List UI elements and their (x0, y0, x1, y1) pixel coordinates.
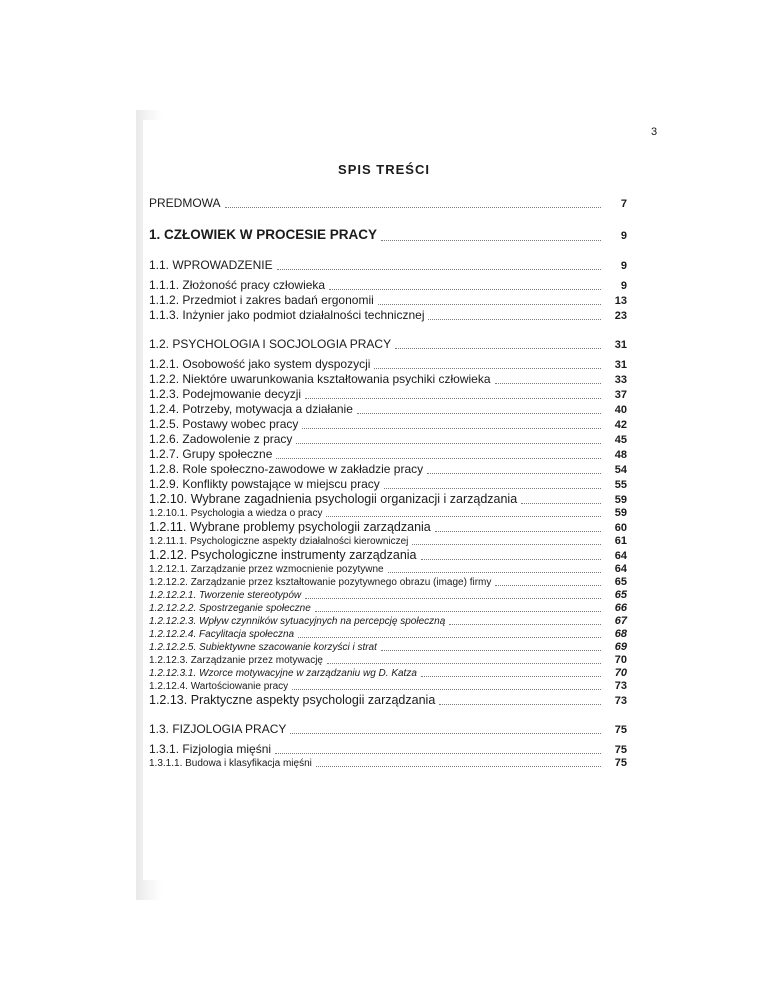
dot-leader (381, 649, 601, 651)
page-number: 3 (651, 126, 658, 138)
toc-entry-1-2-10[interactable] (149, 492, 627, 507)
toc-entry-page: 59 (614, 507, 627, 519)
dot-leader (378, 303, 601, 305)
dot-leader (296, 442, 601, 444)
dot-leader (329, 288, 601, 290)
toc-entry-1-2-11-1[interactable] (149, 535, 627, 548)
toc-entry-1-1-3[interactable] (149, 308, 627, 323)
dot-leader (298, 636, 601, 638)
dot-leader (449, 623, 601, 625)
dot-leader (427, 472, 601, 474)
toc-entry-label: 1.1.3. Inżynier jako podmiot działalności technicznej (149, 308, 425, 322)
dot-leader (315, 610, 601, 612)
toc-entry-label: 1.2.3. Podejmowanie decyzji (149, 387, 302, 401)
toc-entry-1-2-12-3-1[interactable] (149, 667, 627, 680)
toc-entry-1-2-12-2-2[interactable] (149, 602, 627, 615)
dot-leader (521, 502, 601, 504)
toc-entry-label: PREDMOWA (149, 196, 221, 210)
toc-entry-1-2-6[interactable] (149, 432, 627, 447)
toc-entry-page: 31 (614, 339, 627, 351)
toc-entry-preface[interactable] (149, 196, 627, 211)
toc-entry-1-2-2[interactable] (149, 372, 627, 387)
dot-leader (292, 688, 601, 690)
toc-entry-page: 64 (614, 563, 627, 575)
toc-entry-1-2-12-1[interactable] (149, 563, 627, 576)
toc-entry-page: 9 (620, 280, 627, 292)
toc-entry-label: 1.2.6. Zadowolenie z pracy (149, 432, 293, 446)
toc-entry-1-3-1[interactable] (149, 742, 627, 757)
toc-entry-label: 1.3.1.1. Budowa i klasyfikacja mięśni (149, 758, 312, 769)
toc-entry-label: 1.2.10.1. Psychologia a wiedza o pracy (149, 508, 323, 519)
toc-entry-page: 70 (614, 667, 627, 679)
toc-entry-label: 1.2.4. Potrzeby, motywacja a działanie (149, 402, 353, 416)
table-of-contents (149, 186, 627, 770)
toc-entry-label: 1.2.12.4. Wartościowanie pracy (149, 681, 289, 692)
toc-entry-page: 33 (614, 374, 627, 386)
toc-entry-page: 31 (614, 359, 627, 371)
toc-entry-1-2[interactable] (149, 337, 627, 352)
toc-entry-label: 1.2.2. Niektóre uwarunkowania kształtowania psychiki człowieka (149, 372, 491, 386)
toc-entry-label: 1.2.10. Wybrane zagadnienia psychologii organizacji i zarządzania (149, 492, 518, 506)
toc-entry-page: 48 (614, 449, 627, 461)
dot-leader (276, 457, 601, 459)
toc-entry-page: 75 (614, 757, 627, 769)
toc-entry-1-2-10-1[interactable] (149, 507, 627, 520)
toc-entry-page: 64 (614, 550, 627, 562)
toc-entry-page: 59 (614, 494, 627, 506)
toc-entry-label: 1.1.1. Złożoność pracy człowieka (149, 278, 326, 292)
toc-title: SPIS TREŚCI (338, 162, 430, 177)
toc-entry-page: 61 (614, 535, 627, 547)
toc-entry-label: 1.2.8. Role społeczno-zawodowe w zakładzie pracy (149, 462, 424, 476)
dot-leader (388, 571, 601, 573)
dot-leader (316, 765, 601, 767)
toc-entry-label: 1.2.12.2.1. Tworzenie stereotypów (149, 590, 302, 601)
toc-entry-page: 45 (614, 434, 627, 446)
toc-entry-1-2-12-4[interactable] (149, 680, 627, 693)
dot-leader (305, 397, 601, 399)
toc-entry-label: 1.2. PSYCHOLOGIA I SOCJOLOGIA PRACY (149, 337, 392, 351)
toc-entry-label: 1.2.11. Wybrane problemy psychologii zarządzania (149, 520, 431, 534)
toc-entry-1-2-3[interactable] (149, 387, 627, 402)
toc-entry-page: 55 (614, 479, 627, 491)
toc-entry-page: 67 (614, 615, 627, 627)
toc-entry-1-2-12-2-3[interactable] (149, 615, 627, 628)
toc-entry-label: 1.2.12.2.5. Subiektywne szacowanie korzyści i strat (149, 642, 377, 653)
dot-leader (439, 703, 601, 705)
toc-entry-label: 1.2.9. Konflikty powstające w miejscu pracy (149, 477, 380, 491)
dot-leader (395, 347, 601, 349)
toc-entry-page: 23 (614, 310, 627, 322)
toc-entry-label: 1.2.12.3.1. Wzorce motywacyjne w zarządzaniu wg D. Katza (149, 668, 417, 679)
toc-entry-page: 54 (614, 464, 627, 476)
toc-entry-page: 9 (620, 260, 627, 272)
toc-entry-1-2-1[interactable] (149, 357, 627, 372)
dot-leader (421, 675, 601, 677)
dot-leader (302, 427, 601, 429)
toc-entry-1-2-12-3[interactable] (149, 654, 627, 667)
toc-entry-1-2-12-2-5[interactable] (149, 641, 627, 654)
dot-leader (275, 752, 601, 754)
toc-entry-label: 1.2.12. Psychologiczne instrumenty zarządzania (149, 548, 417, 562)
dot-leader (495, 382, 602, 384)
toc-entry-1-1[interactable] (149, 258, 627, 273)
dot-leader (428, 318, 601, 320)
toc-entry-1-2-12-2-4[interactable] (149, 628, 627, 641)
toc-entry-label: 1.2.12.2.3. Wpływ czynników sytuacyjnych na percepcję społeczną (149, 616, 446, 627)
toc-entry-page: 40 (614, 404, 627, 416)
toc-entry-label: 1.2.1. Osobowość jako system dyspozycji (149, 357, 371, 371)
toc-entry-1-1-1[interactable] (149, 278, 627, 293)
toc-entry-page: 66 (614, 602, 627, 614)
toc-entry-1-2-7[interactable] (149, 447, 627, 462)
dot-leader (326, 515, 601, 517)
toc-entry-page: 42 (614, 419, 627, 431)
toc-entry-label: 1.1. WPROWADZENIE (149, 258, 273, 272)
toc-entry-label: 1.2.12.2. Zarządzanie przez kształtowanie pozytywnego obrazu (image) firmy (149, 577, 492, 588)
toc-entry-label: 1. CZŁOWIEK W PROCESIE PRACY (149, 227, 378, 242)
toc-entry-page: 60 (614, 522, 627, 534)
dot-leader (290, 732, 601, 734)
toc-entry-label: 1.3.1. Fizjologia mięśni (149, 742, 272, 756)
toc-entry-page: 75 (614, 724, 627, 736)
toc-entry-1-3[interactable] (149, 722, 627, 737)
toc-entry-1-1-2[interactable] (149, 293, 627, 308)
toc-entry-label: 1.2.7. Grupy społeczne (149, 447, 273, 461)
toc-entry-1-2-12[interactable] (149, 548, 627, 563)
dot-leader (495, 584, 601, 586)
toc-entry-1-2-5[interactable] (149, 417, 627, 432)
toc-entry-label: 1.1.2. Przedmiot i zakres badań ergonomii (149, 293, 374, 307)
toc-entry-page: 70 (614, 654, 627, 666)
toc-entry-page: 73 (614, 695, 627, 707)
toc-entry-page: 69 (614, 641, 627, 653)
dot-leader (225, 206, 601, 208)
toc-entry-label: 1.2.12.1. Zarządzanie przez wzmocnienie pozytywne (149, 564, 384, 575)
toc-entry-1-2-4[interactable] (149, 402, 627, 417)
toc-entry-page: 73 (614, 680, 627, 692)
toc-entry-label: 1.2.11.1. Psychologiczne aspekty działalności kierowniczej (149, 536, 409, 547)
toc-entry-page: 7 (620, 198, 627, 210)
dot-leader (374, 367, 601, 369)
toc-entry-label: 1.2.12.3. Zarządzanie przez motywację (149, 655, 323, 666)
toc-entry-label: 1.2.12.2.2. Spostrzeganie społeczne (149, 603, 311, 614)
toc-entry-1-2-9[interactable] (149, 477, 627, 492)
toc-entry-page: 13 (614, 295, 627, 307)
toc-entry-1-2-8[interactable] (149, 462, 627, 477)
toc-entry-1-2-11[interactable] (149, 520, 627, 535)
toc-entry-1-3-1-1[interactable] (149, 757, 627, 770)
dot-leader (277, 268, 601, 270)
dot-leader (381, 239, 601, 241)
toc-entry-1-2-13[interactable] (149, 693, 627, 708)
toc-entry-page: 65 (614, 589, 627, 601)
toc-entry-page: 65 (614, 576, 627, 588)
toc-entry-label: 1.2.12.2.4. Facylitacja społeczna (149, 629, 295, 640)
dot-leader (412, 543, 601, 545)
dot-leader (421, 558, 601, 560)
toc-entry-1-2-12-2-1[interactable] (149, 589, 627, 602)
toc-entry-page: 37 (614, 389, 627, 401)
dot-leader (384, 487, 601, 489)
toc-entry-label: 1.2.5. Postawy wobec pracy (149, 417, 299, 431)
dot-leader (305, 597, 601, 599)
toc-entry-page: 68 (614, 628, 627, 640)
toc-entry-page: 9 (620, 230, 627, 242)
dot-leader (435, 530, 601, 532)
toc-entry-1-2-12-2[interactable] (149, 576, 627, 589)
dot-leader (357, 412, 601, 414)
toc-entry-page: 75 (614, 744, 627, 756)
toc-entry-chapter-1[interactable] (149, 225, 627, 244)
toc-entry-label: 1.2.13. Praktyczne aspekty psychologii zarządzania (149, 693, 436, 707)
toc-entry-label: 1.3. FIZJOLOGIA PRACY (149, 722, 287, 736)
dot-leader (327, 662, 601, 664)
